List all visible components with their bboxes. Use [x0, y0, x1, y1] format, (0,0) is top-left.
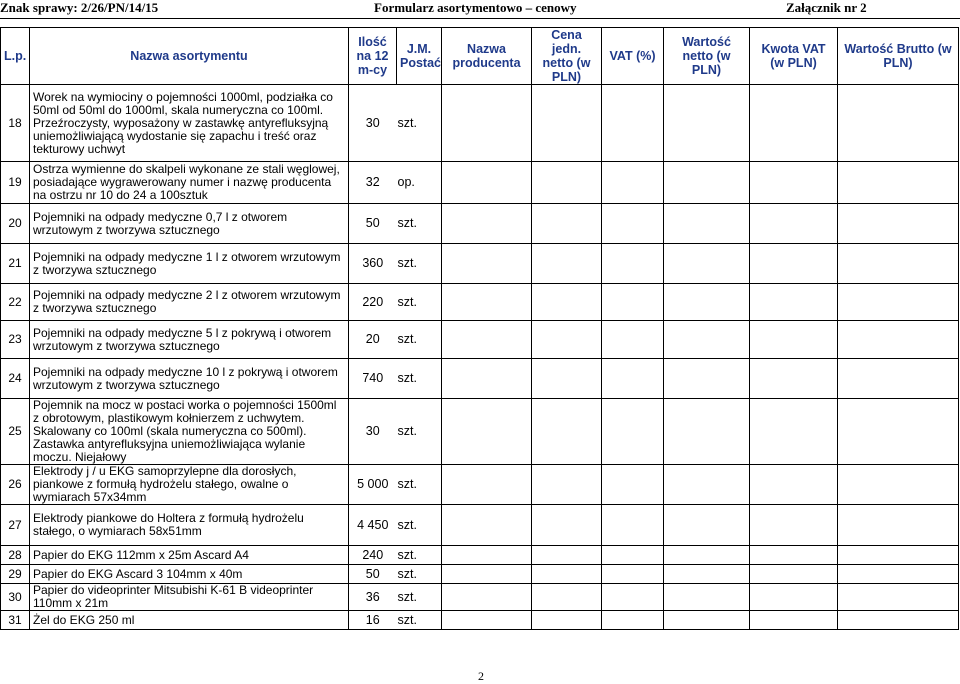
row-item-name: Papier do EKG 112mm x 25m Ascard A4 — [30, 546, 349, 565]
row-item-name: Pojemniki na odpady medyczne 2 l z otworem wrzutowym z tworzywa sztucznego — [30, 284, 349, 321]
row-gross-value — [838, 284, 959, 321]
row-producer — [442, 244, 532, 284]
row-quantity: 16 — [349, 611, 397, 630]
table-row — [1, 359, 959, 399]
row-net-value — [664, 546, 750, 565]
row-unit: szt. — [397, 465, 442, 505]
row-quantity: 50 — [349, 204, 397, 244]
row-unit: szt. — [397, 399, 442, 465]
row-vat-amount — [750, 584, 838, 611]
row-producer — [442, 85, 532, 162]
row-net-value — [664, 505, 750, 546]
row-item-name: Pojemniki na odpady medyczne 10 l z pokrywą i otworem wrzutowym z tworzywa sztucznego — [30, 359, 349, 399]
row-item-name: Elektrody piankowe do Holtera z formułą hydrożelu stałego, o wymiarach 58x51mm — [30, 505, 349, 546]
row-quantity: 20 — [349, 321, 397, 359]
row-net-value — [664, 85, 750, 162]
row-item-name: Pojemniki na odpady medyczne 0,7 l z otworem wrzutowym z tworzywa sztucznego — [30, 204, 349, 244]
row-unit-price — [532, 162, 602, 204]
row-gross-value — [838, 584, 959, 611]
row-producer — [442, 611, 532, 630]
row-gross-value — [838, 204, 959, 244]
row-vat — [602, 284, 664, 321]
row-vat-amount — [750, 244, 838, 284]
row-net-value — [664, 584, 750, 611]
col-header-lp: L.p. — [1, 28, 30, 85]
row-unit: szt. — [397, 244, 442, 284]
table-row — [1, 204, 959, 244]
row-net-value — [664, 465, 750, 505]
row-net-value — [664, 399, 750, 465]
row-producer — [442, 204, 532, 244]
row-quantity: 30 — [349, 399, 397, 465]
row-unit: szt. — [397, 611, 442, 630]
row-quantity: 360 — [349, 244, 397, 284]
row-lp: 26 — [1, 465, 30, 505]
row-gross-value — [838, 85, 959, 162]
row-item-name: Pojemniki na odpady medyczne 5 l z pokrywą i otworem wrzutowym z tworzywa sztucznego — [30, 321, 349, 359]
assortment-price-table — [0, 27, 959, 630]
row-producer — [442, 399, 532, 465]
row-vat — [602, 399, 664, 465]
row-producer — [442, 584, 532, 611]
row-quantity: 30 — [349, 85, 397, 162]
row-vat-amount — [750, 399, 838, 465]
row-unit-price — [532, 244, 602, 284]
table-row — [1, 611, 959, 630]
col-header-vat-amount: Kwota VAT (w PLN) — [750, 28, 838, 85]
row-net-value — [664, 204, 750, 244]
row-producer — [442, 284, 532, 321]
row-vat — [602, 505, 664, 546]
row-quantity: 240 — [349, 546, 397, 565]
row-vat-amount — [750, 359, 838, 399]
row-lp: 27 — [1, 505, 30, 546]
row-vat — [602, 204, 664, 244]
row-producer — [442, 565, 532, 584]
col-header-qty: Ilość na 12 m-cy — [349, 28, 397, 85]
table-row — [1, 284, 959, 321]
row-producer — [442, 505, 532, 546]
table-row — [1, 565, 959, 584]
row-lp: 28 — [1, 546, 30, 565]
row-unit: szt. — [397, 321, 442, 359]
row-lp: 25 — [1, 399, 30, 465]
row-vat-amount — [750, 611, 838, 630]
row-item-name: Elektrody j / u EKG samoprzylepne dla dorosłych, piankowe z formułą hydrożelu stałego, owalne o wymiarach 57x34mm — [30, 465, 349, 505]
row-unit-price — [532, 546, 602, 565]
attachment-label: Załącznik nr 2 — [786, 0, 867, 15]
table-row — [1, 546, 959, 565]
row-unit: szt. — [397, 359, 442, 399]
row-vat — [602, 321, 664, 359]
row-vat-amount — [750, 565, 838, 584]
table-row — [1, 399, 959, 465]
row-gross-value — [838, 399, 959, 465]
col-header-producer: Nazwa producenta — [442, 28, 532, 85]
document-header — [0, 0, 960, 16]
col-header-name: Nazwa asortymentu — [30, 28, 349, 85]
table-header-row — [1, 28, 959, 85]
row-quantity: 36 — [349, 584, 397, 611]
row-gross-value — [838, 162, 959, 204]
row-unit: szt. — [397, 204, 442, 244]
row-vat-amount — [750, 546, 838, 565]
row-item-name: Worek na wymiociny o pojemności 1000ml, podziałka co 50ml od 50ml do 1000ml, skala numeryczna co 100ml. Przeźroczysty, wyposażony w zastawkę antyrefluksyjną uniemożliwiającą wydostanie się zapachu i treść oraz tekturowy uchwyt — [30, 85, 349, 162]
row-lp: 20 — [1, 204, 30, 244]
row-producer — [442, 546, 532, 565]
form-title: Formularz asortymentowo – cenowy — [374, 0, 577, 15]
row-gross-value — [838, 565, 959, 584]
col-header-unit-price: Cena jedn. netto (w PLN) — [532, 28, 602, 85]
row-lp: 18 — [1, 85, 30, 162]
row-item-name: Ostrza wymienne do skalpeli wykonane ze stali węglowej, posiadające wygrawerowany numer i nazwę producenta na ostrzu nr 10 do 24 a 100sztuk — [30, 162, 349, 204]
case-reference: Znak sprawy: 2/26/PN/14/15 — [0, 0, 159, 15]
row-unit: szt. — [397, 284, 442, 321]
table-row — [1, 321, 959, 359]
row-vat — [602, 359, 664, 399]
row-vat-amount — [750, 162, 838, 204]
row-net-value — [664, 359, 750, 399]
row-unit: szt. — [397, 546, 442, 565]
row-producer — [442, 321, 532, 359]
row-net-value — [664, 611, 750, 630]
row-vat-amount — [750, 505, 838, 546]
row-producer — [442, 162, 532, 204]
row-unit-price — [532, 85, 602, 162]
row-producer — [442, 465, 532, 505]
row-vat — [602, 465, 664, 505]
row-quantity: 32 — [349, 162, 397, 204]
row-lp: 30 — [1, 584, 30, 611]
row-lp: 22 — [1, 284, 30, 321]
col-header-gross-value: Wartość Brutto (w PLN) — [838, 28, 959, 85]
row-vat — [602, 611, 664, 630]
row-vat — [602, 565, 664, 584]
row-net-value — [664, 244, 750, 284]
row-gross-value — [838, 244, 959, 284]
col-header-vat: VAT (%) — [602, 28, 664, 85]
row-item-name: Papier do EKG Ascard 3 104mm x 40m — [30, 565, 349, 584]
row-unit-price — [532, 505, 602, 546]
row-vat — [602, 85, 664, 162]
row-lp: 31 — [1, 611, 30, 630]
row-unit-price — [532, 611, 602, 630]
row-unit-price — [532, 399, 602, 465]
row-vat-amount — [750, 321, 838, 359]
row-unit: szt. — [397, 85, 442, 162]
row-item-name: Papier do videoprinter Mitsubishi K-61 B videoprinter 110mm x 21m — [30, 584, 349, 611]
row-unit-price — [532, 359, 602, 399]
row-quantity: 740 — [349, 359, 397, 399]
table-row — [1, 505, 959, 546]
row-vat-amount — [750, 284, 838, 321]
row-net-value — [664, 162, 750, 204]
row-quantity: 220 — [349, 284, 397, 321]
page-number: 2 — [478, 669, 484, 683]
col-header-unit: J.M. Postać — [397, 28, 442, 85]
row-unit: szt. — [397, 584, 442, 611]
row-vat — [602, 244, 664, 284]
row-gross-value — [838, 505, 959, 546]
table-row — [1, 162, 959, 204]
row-gross-value — [838, 359, 959, 399]
row-vat-amount — [750, 465, 838, 505]
row-vat-amount — [750, 85, 838, 162]
row-item-name: Żel do EKG 250 ml — [30, 611, 349, 630]
row-net-value — [664, 565, 750, 584]
col-header-net-value: Wartość netto (w PLN) — [664, 28, 750, 85]
row-unit: op. — [397, 162, 442, 204]
row-unit: szt. — [397, 565, 442, 584]
row-gross-value — [838, 611, 959, 630]
row-unit-price — [532, 465, 602, 505]
row-unit-price — [532, 584, 602, 611]
row-unit-price — [532, 321, 602, 359]
row-unit: szt. — [397, 505, 442, 546]
row-gross-value — [838, 465, 959, 505]
row-vat — [602, 584, 664, 611]
row-vat-amount — [750, 204, 838, 244]
row-item-name: Pojemnik na mocz w postaci worka o pojemności 1500ml z obrotowym, plastikowym kołnierzem z uchwytem. Skalowany co 100ml (skala numeryczna co 500ml). Zastawka antyrefluksyjna uniemożliwiająca wylanie moczu. Niejałowy — [30, 399, 349, 465]
row-vat — [602, 162, 664, 204]
row-net-value — [664, 321, 750, 359]
row-net-value — [664, 284, 750, 321]
row-lp: 29 — [1, 565, 30, 584]
row-lp: 23 — [1, 321, 30, 359]
table-row — [1, 465, 959, 505]
header-divider — [0, 18, 960, 19]
row-unit-price — [532, 284, 602, 321]
row-quantity: 5 000 — [349, 465, 397, 505]
row-quantity: 50 — [349, 565, 397, 584]
row-vat — [602, 546, 664, 565]
row-lp: 24 — [1, 359, 30, 399]
row-lp: 21 — [1, 244, 30, 284]
row-item-name: Pojemniki na odpady medyczne 1 l z otworem wrzutowym z tworzywa sztucznego — [30, 244, 349, 284]
row-lp: 19 — [1, 162, 30, 204]
row-unit-price — [532, 204, 602, 244]
row-gross-value — [838, 321, 959, 359]
table-row — [1, 584, 959, 611]
row-gross-value — [838, 546, 959, 565]
row-quantity: 4 450 — [349, 505, 397, 546]
row-unit-price — [532, 565, 602, 584]
row-producer — [442, 359, 532, 399]
table-row — [1, 85, 959, 162]
table-row — [1, 244, 959, 284]
